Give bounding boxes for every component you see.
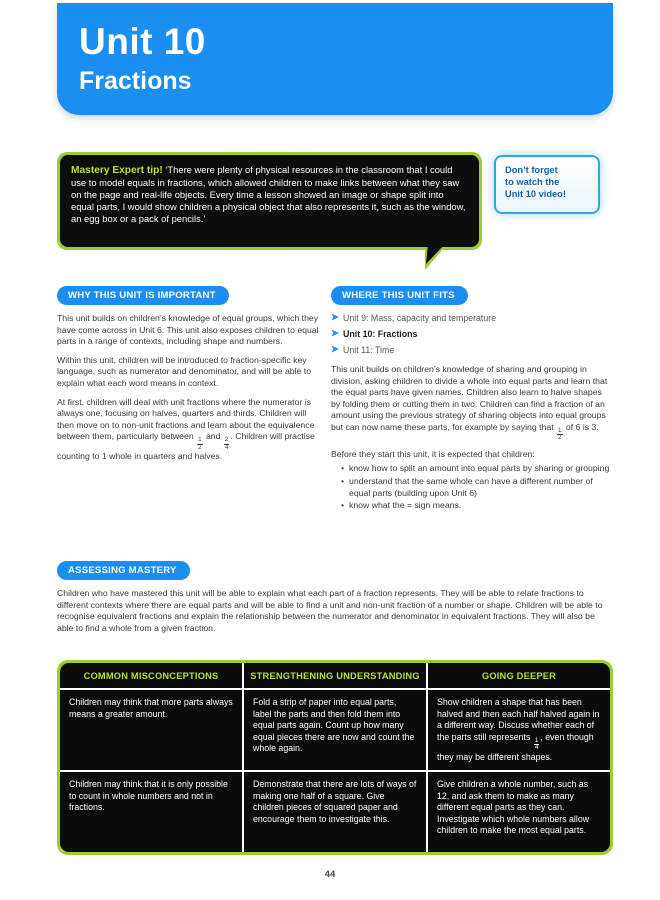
why-important-p3-part1: At first, children will deal with unit fractions where the numerator is always one, focusing on halves, quarters and thirds. Children will then move on to non-unit fractions and learn about the equivalence between them, particularly between <box>57 396 315 442</box>
where-fits-p-part1: This unit builds on children’s knowledge of sharing and grouping in division, asking children to divide a whole into equal parts and learn that the equal parts have given names. Children also learn to halve shapes by folding them or cutting them in two. Children can find a fraction of an amount using the previous strategy of sharing objects into equal groups but can now name these parts, for example by saying that <box>331 364 608 432</box>
tip-quote: ‘There were plenty of physical resources in the classroom that I could use to model equals in fractions, which allowed children to make links between what they saw on the page and real-life objects. Every time a lesson showed an image or shape split into equal parts, I would show children a physical object that also represents it, such as the window, an egg box or a pack of pencils.’ <box>71 164 466 225</box>
video-reminder-line-1: Don’t forget <box>505 165 558 175</box>
cell-going-deeper-part1: Show children a shape that has been halved and then each half halved again in a different way. Discuss whether each of the parts still represents <box>437 697 600 742</box>
why-important-heading: WHY THIS UNIT IS IMPORTANT <box>57 286 229 305</box>
fraction-one-half <box>557 428 562 442</box>
cell-misconception: Children may think that it is only possible to count in whole numbers and not in fractions. <box>60 772 244 852</box>
fraction-two-quarters <box>224 437 229 451</box>
prerequisite-list <box>331 463 613 511</box>
assessing-mastery-text: Children who have mastered this unit will be able to explain what each part of a fraction represents. They will be able to relate fractions to different contexts where there are equal parts and will be able to find a unit and non-unit fraction of a number or shape. Children will be able to recognise equivalent fractions and explain the relationship between the numerator and denominator in equivalent fractions. They will also be able to find a whole from a given fraction. <box>57 588 603 633</box>
fraction-one-quarter <box>534 738 540 752</box>
speech-tail-icon <box>426 244 445 264</box>
list-item: • know how to split an amount into equal parts by sharing or grouping <box>341 463 613 475</box>
video-reminder-box[interactable] <box>494 155 600 214</box>
arrow-right-icon: ➤ <box>331 312 340 323</box>
video-reminder-line-2: to watch the <box>505 177 560 187</box>
why-important-paragraph-2: Within this unit, children will be introduced to fraction-specific key language, such as numerator and denominator, and will be able to explain what each word means in context. <box>57 354 312 388</box>
why-important-p3-part3: . Children will practise counting to 1 whole in quarters and halves. <box>57 431 315 462</box>
assessing-mastery-section <box>57 560 613 634</box>
arrow-right-icon: ➤ <box>331 344 340 355</box>
assessing-mastery-heading: ASSESSING MASTERY <box>57 561 190 580</box>
unit-link-label: Unit 9: Mass, capacity and temperature <box>343 313 497 323</box>
table-body <box>60 663 610 852</box>
cell-going-deeper <box>428 690 610 770</box>
cell-going-deeper: Give children a whole number, such as 12, and ask them to make as many different equal parts as they can. Investigate which whole numbers allow children to make the most equal parts. <box>437 779 590 836</box>
misconceptions-table <box>57 660 613 855</box>
mastery-expert-tip <box>57 152 482 250</box>
unit-link-label: Unit 11: Time <box>343 345 395 355</box>
list-item: • know what the = sign means. <box>341 500 613 512</box>
table-header-going-deeper: GOING DEEPER <box>481 670 557 681</box>
fraction-numerator: 1 <box>198 436 202 444</box>
tip-text <box>71 164 468 225</box>
arrow-right-icon: ➤ <box>331 328 340 339</box>
page-number: 44 <box>324 869 336 880</box>
cell-strengthening: Demonstrate that there are lots of ways of making one half of a square. Give children pieces of squared paper and encourage them to investigate this. <box>244 772 428 852</box>
before-start-intro: Before they start this unit, it is expected that children: <box>331 448 535 459</box>
tip-label: Mastery Expert tip! <box>71 165 163 176</box>
fraction-one-half <box>197 437 202 451</box>
why-important-p3-part2: and <box>203 431 223 442</box>
cell-going-deeper-part2: , even though they may be different shapes. <box>437 731 594 762</box>
where-fits-paragraph <box>331 364 613 442</box>
unit-link-label: Unit 10: Fractions <box>343 329 418 339</box>
fraction-denominator: 4 <box>534 744 539 752</box>
fraction-numerator: 1 <box>558 426 562 434</box>
fraction-numerator: 2 <box>224 436 229 444</box>
where-fits-heading: WHERE THIS UNIT FITS <box>331 286 468 305</box>
list-item: • understand that the same whole can have a different number of equal parts (building upon Unit 6) <box>341 476 613 499</box>
fraction-numerator: 1 <box>534 736 539 744</box>
unit-link-next[interactable] <box>331 344 613 357</box>
table-row <box>60 772 610 852</box>
fraction-denominator: 2 <box>198 443 202 451</box>
unit-title: Unit 10 <box>79 21 206 62</box>
unit-subtitle: Fractions <box>79 67 192 95</box>
where-this-unit-fits-section <box>331 285 613 512</box>
video-reminder-line-3: Unit 10 video! <box>505 189 566 199</box>
why-important-paragraph-3 <box>57 397 319 463</box>
unit-link-current[interactable] <box>331 328 613 341</box>
why-important-paragraph-1: This unit builds on children’s knowledge of equal groups, which they have come across in Unit 6. This unit also exposes children to equal parts in a range of contexts, including shape and numbers. <box>57 313 319 347</box>
tip-box <box>60 155 479 247</box>
cell-strengthening: Fold a strip of paper into equal parts, label the parts and then fold them into equal parts again. Count up how many equal pieces there are now and count the whole again. <box>244 690 428 770</box>
table-row <box>60 690 610 770</box>
table-header-row <box>60 663 610 688</box>
unit-banner <box>57 3 613 115</box>
table-header-strengthening-understanding: STRENGTHENING UNDERSTANDING <box>244 663 428 688</box>
cell-misconception: Children may think that more parts always means a greater amount. <box>60 690 244 770</box>
unit-link-previous[interactable] <box>331 312 613 325</box>
why-this-unit-is-important-section <box>57 285 319 463</box>
fraction-denominator: 2 <box>558 434 562 442</box>
table-header-common-misconceptions: COMMON MISCONCEPTIONS <box>60 663 244 688</box>
where-fits-p-part2: of 6 is 3. <box>563 421 599 432</box>
fraction-denominator: 4 <box>224 443 229 451</box>
